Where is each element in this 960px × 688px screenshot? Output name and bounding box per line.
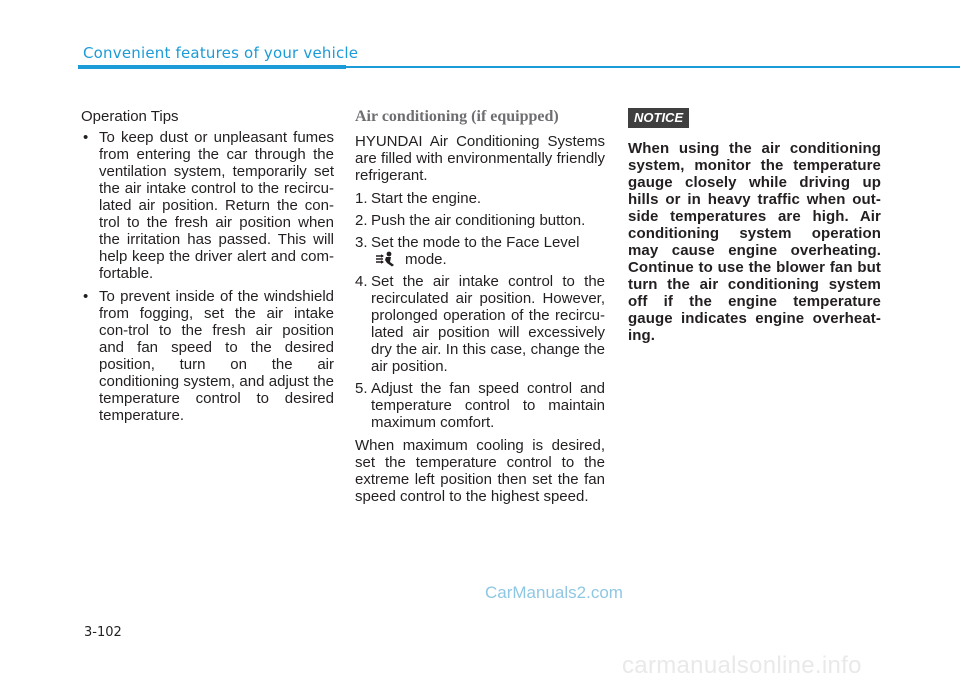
face-level-mode-icon <box>375 251 395 267</box>
list-item: • To prevent inside of the windshield from fogging, set the air intake con-trol to the fresh air position and fan speed to the desired position, turn on the air conditioning system, and adjust the temperature control to desired temperature. <box>81 288 334 424</box>
page-number: 3-102 <box>84 625 122 640</box>
operation-tips-list <box>81 129 334 424</box>
step-text: mode. <box>405 251 447 268</box>
section-title: Convenient features of your vehicle <box>83 44 359 62</box>
air-conditioning-intro: HYUNDAI Air Conditioning Systems are filled with environmentally friendly refrigerant. <box>355 133 605 184</box>
step-number: 4. <box>355 273 368 290</box>
operation-tips-title: Operation Tips <box>81 108 179 125</box>
step-number: 2. <box>355 212 368 229</box>
air-conditioning-heading: Air conditioning (if equipped) <box>355 108 559 125</box>
step-text: Adjust the fan speed control and temperature control to maintain maximum comfort. <box>371 380 605 431</box>
header-accent-bar <box>78 65 346 69</box>
list-item <box>355 380 605 431</box>
list-item <box>355 234 605 268</box>
notice-badge: NOTICE <box>628 108 689 128</box>
list-item <box>355 273 605 375</box>
step-number: 5. <box>355 380 368 397</box>
step-number: 1. <box>355 190 368 207</box>
list-item <box>355 212 605 229</box>
step-text: Push the air conditioning button. <box>371 212 586 229</box>
air-conditioning-column <box>355 108 605 511</box>
air-conditioning-steps <box>355 190 605 431</box>
operation-tips-column <box>81 108 334 430</box>
watermark: CarManuals2.com <box>485 583 623 602</box>
list-item <box>355 190 605 207</box>
list-item: • To keep dust or unpleasant fumes from entering the car through the ventilation system, temporarily set the air intake control to the recircu-lated air position. Return the con-trol to the fresh air position when the irritation has passed. This will help keep the driver alert and com-fortable. <box>81 129 334 282</box>
step-text: Start the engine. <box>371 190 482 207</box>
footer-watermark: carmanualsonline.info <box>622 652 862 679</box>
step-text: Set the mode to the Face Level <box>371 234 580 251</box>
header-rule <box>346 66 960 68</box>
step-text: Set the air intake control to the recirculated air position. However, prolonged operation of the recircu-lated air position will excessively dry the air. In this case, change the air position. <box>371 273 605 375</box>
step-number: 3. <box>355 234 368 251</box>
notice-text: When using the air conditioning system, monitor the temperature gauge closely while driving up hills or in heavy traffic when out-side temperatures are high. Air conditioning system operation may cause engine overheating. Continue to use the blower fan but turn the air conditioning system off if the engine temperature gauge indicates engine overheat-ing. <box>628 140 881 344</box>
air-conditioning-closing: When maximum cooling is desired, set the temperature control to the extreme left position then set the fan speed control to the highest speed. <box>355 437 605 505</box>
